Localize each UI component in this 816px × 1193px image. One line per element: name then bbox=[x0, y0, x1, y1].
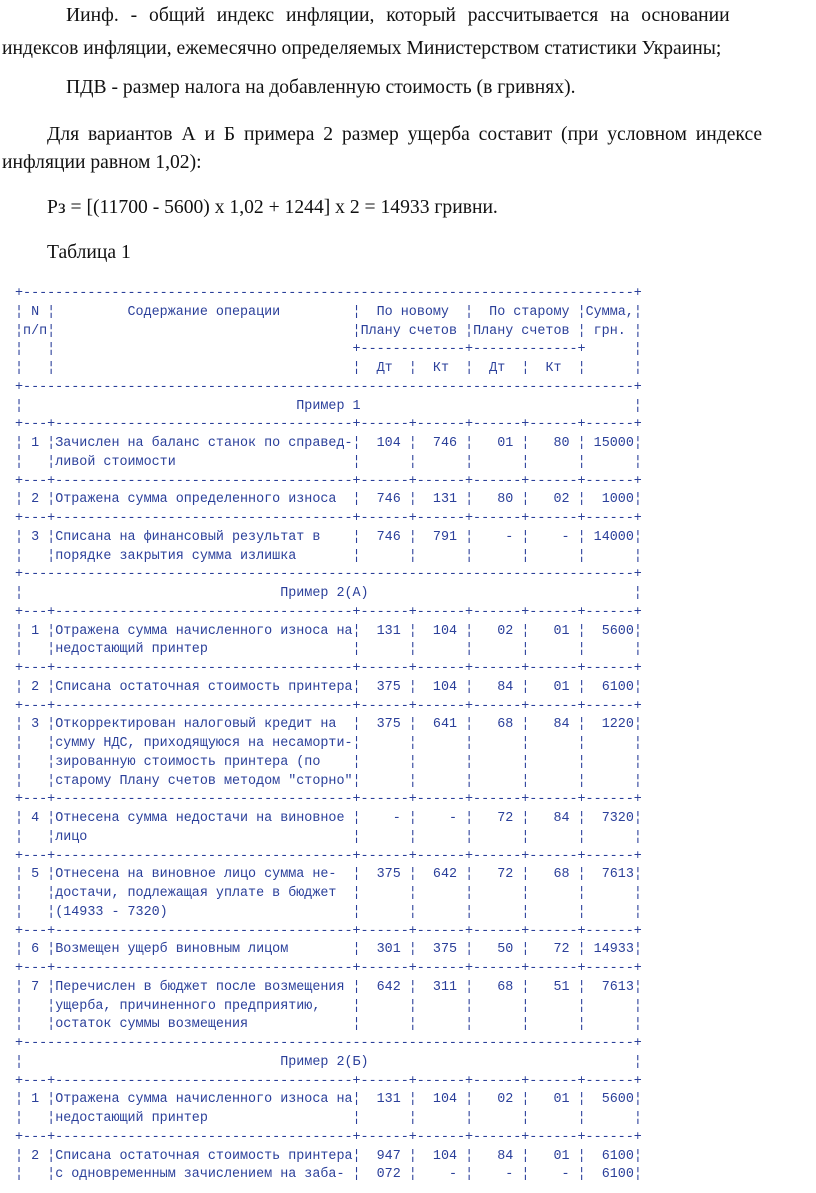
paragraph-vat: ПДВ - размер налога на добавленную стоимость (в гривнях). bbox=[66, 77, 576, 98]
table-caption: Таблица 1 bbox=[47, 242, 131, 263]
table-top-border: +----------------------------------------------------------------------------+ bbox=[15, 286, 642, 301]
section-title: Пример 2(Б) bbox=[23, 1054, 634, 1070]
operations-table: +----------------------------------------------------------------------------+ ¦ N ¦ Содержание операции ¦ По новому ¦ По старому ¦Сумма,¦ ¦п/п¦ ¦Плану счетов ¦Плану счетов ¦ грн. ¦ ¦ ¦ +-------------+-------------+ ¦ ¦ ¦ ¦ Дт ¦ Кт ¦ Дт ¦ Кт ¦ ¦ +----------------------------------------------------------------------------+ ¦ Пример 1 ¦ +---+-------------------------------------+------+------+------+------+------+ ¦ 1 ¦Зачислен на баланс станок по справед-¦ 104 ¦ 746 ¦ 01 ¦ 80 ¦ 15000¦ ¦ ¦ливой стоимости ¦ ¦ ¦ ¦ ¦ ¦ +---+-------------------------------------+------+------+------+------+------+ ¦ 2 ¦Отражена сумма определенного износа ¦ 746 ¦ 131 ¦ 80 ¦ 02 ¦ 1000¦ +---+-------------------------------------+------+------+------+------+------+ ¦ 3 ¦Списана на финансовый результат в ¦ 746 ¦ 791 ¦ - ¦ - ¦ 14000¦ ¦ ¦порядке закрытия сумма излишка ¦ ¦ ¦ ¦ ¦ ¦ +----------------------------------------------------------------------------+ ¦ Пример 2(А) ¦ +---+-------------------------------------+------+------+------+------+------+ ¦ 1 ¦Отражена сумма начисленного износа на¦ 131 ¦ 104 ¦ 02 ¦ 01 ¦ 5600¦ ¦ ¦недостающий принтер ¦ ¦ ¦ ¦ ¦ ¦ +---+-------------------------------------+------+------+------+------+------+ ¦ 2 ¦Списана остаточная стоимость принтера¦ 375 ¦ 104 ¦ 84 ¦ 01 ¦ 6100¦ +---+-------------------------------------+------+------+------+------+------+ ¦ 3 ¦Откорректирован налоговый кредит на ¦ 375 ¦ 641 ¦ 68 ¦ 84 ¦ 1220¦ ¦ ¦сумму НДС, приходящуюся на несаморти-¦ ¦ ¦ ¦ ¦ ¦ ¦ ¦зированную стоимость принтера (по ¦ ¦ ¦ ¦ ¦ ¦ ¦ ¦старому Плану счетов методом "сторно"¦ ¦ ¦ ¦ ¦ ¦ +---+-------------------------------------+------+------+------+------+------+ ¦ 4 ¦Отнесена сумма недостачи на виновное ¦ - ¦ - ¦ 72 ¦ 84 ¦ 7320¦ ¦ ¦лицо ¦ ¦ ¦ ¦ ¦ ¦ +---+-------------------------------------+------+------+------+------+------+ ¦ 5 ¦Отнесена на виновное лицо сумма не- ¦ 375 ¦ 642 ¦ 72 ¦ 68 ¦ 7613¦ ¦ ¦достачи, подлежащая уплате в бюджет ¦ ¦ ¦ ¦ ¦ ¦ ¦ ¦(14933 - 7320) ¦ ¦ ¦ ¦ ¦ ¦ +---+-------------------------------------+------+------+------+------+------+ ¦ 6 ¦Возмещен ущерб виновным лицом ¦ 301 ¦ 375 ¦ 50 ¦ 72 ¦ 14933¦ +---+-------------------------------------+------+------+------+------+------+ ¦ 7 ¦Перечислен в бюджет после возмещения ¦ 642 ¦ 311 ¦ 68 ¦ 51 ¦ 7613¦ ¦ ¦ущерба, причиненного предприятию, ¦ ¦ ¦ ¦ ¦ ¦ ¦ ¦остаток суммы возмещения ¦ ¦ ¦ ¦ ¦ ¦ +----------------------------------------------------------------------------+ ¦ Пример 2(Б) ¦ +---+-------------------------------------+------+------+------+------+------+ ¦ 1 ¦Отражена сумма начисленного износа на¦ 131 ¦ 104 ¦ 02 ¦ 01 ¦ 5600¦ ¦ ¦недостающий принтер ¦ ¦ ¦ ¦ ¦ ¦ +---+-------------------------------------+------+------+------+------+------+ ¦ 2 ¦Списана остаточная стоимость принтера¦ 947 ¦ 104 ¦ 84 ¦ 01 ¦ 6100¦ ¦ ¦с одновременным зачислением на заба- ¦ 072 ¦ - ¦ - ¦ - ¦ 6100¦ bbox=[15, 286, 642, 1183]
section-title: Пример 2(А) bbox=[23, 586, 634, 601]
paragraph-variants-line1: Для вариантов А и Б примера 2 размер ущерба составит (при условном индексе bbox=[47, 124, 763, 145]
damage-formula: Рз = [(11700 - 5600) х 1,02 + 1244] х 2 = 14933 гривни. bbox=[47, 197, 498, 218]
section-title: Пример 1 bbox=[23, 398, 634, 414]
paragraph-inflation-index-line2: индексов инфляции, ежемесячно определяемых Министерством статистики Украины; bbox=[2, 38, 722, 59]
paragraph-inflation-index-line1: Иинф. - общий индекс инфляции, который рассчитывается на основании bbox=[66, 5, 730, 26]
paragraph-variants-line2: инфляции равном 1,02): bbox=[2, 152, 202, 173]
